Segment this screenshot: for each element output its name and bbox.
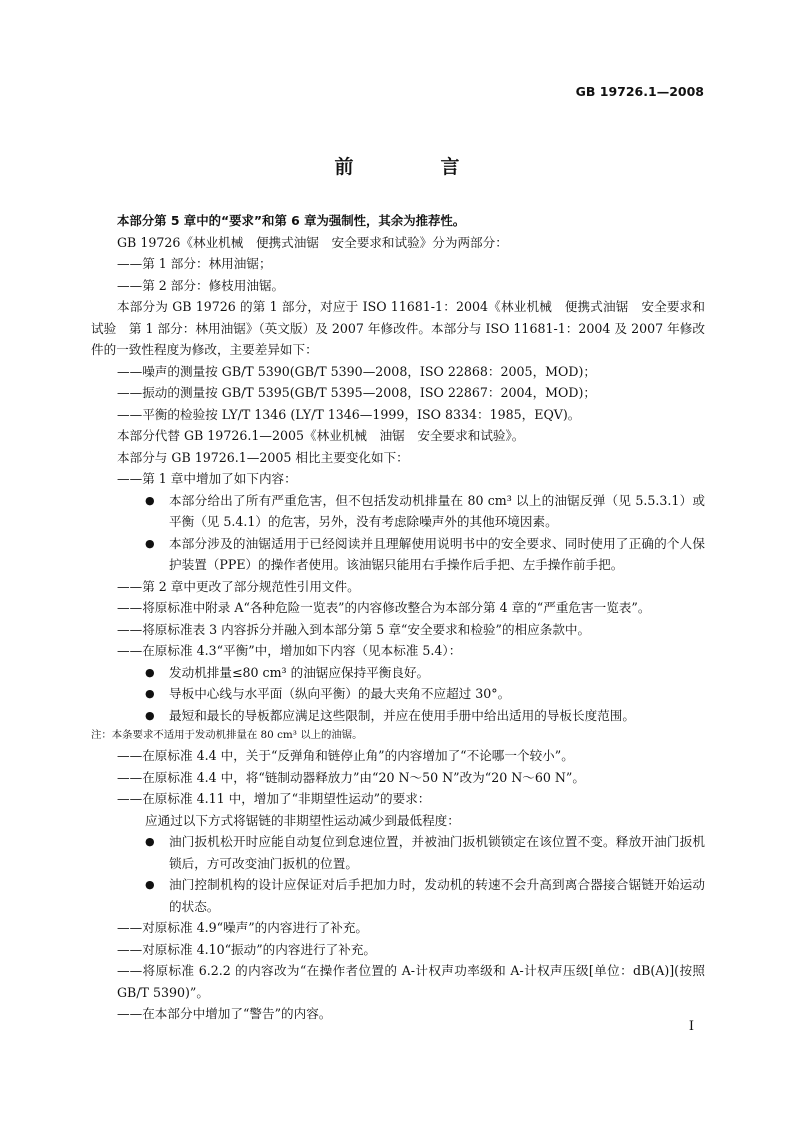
bullet-text: 油门扳机松开时应能自动复位到怠速位置，并被油门扳机锁锁定在该位置不变。释放开油门扳机锁后，方可改变油门扳机的位置。 (169, 834, 705, 871)
bullet-text: 发动机排量≤80 cm³ 的油锯应保持平衡良好。 (169, 664, 430, 680)
bullet-text: 导板中心线与水平面（纵向平衡）的最大夹角不应超过 30°。 (169, 686, 511, 701)
paragraph: 本部分为 GB 19726 的第 1 部分，对应于 ISO 11681-1：2004《林业机械 便携式油锯 安全要求和试验 第 1 部分：林用油锯》（英文版）及 2007 年修改件。本部分与 ISO 11681-1：2004 及 2007 年修改件的一致性程度为修改，主要差异如下： (91, 299, 705, 357)
list-item: ——在原标准 4.11 中，增加了“非期望性运动”的要求： (117, 791, 431, 806)
list-item: ——在本部分中增加了“警告”的内容。 (117, 1006, 332, 1021)
document-body (91, 210, 705, 1025)
paragraph: 应通过以下方式将锯链的非期望性运动减少到最低程度： (145, 812, 460, 828)
list-item: ——平衡的检验按 LY/T 1346 (LY/T 1346—1999，ISO 8334：1985，EQV)。 (117, 406, 581, 422)
list-item: ——将原标准 6.2.2 的内容改为“在操作者位置的 A-计权声功率级和 A-计权声压级[单位：dB(A)](按照 GB/T 5390)”。 (117, 963, 705, 1000)
list-item: ——在原标准 4.4 中，关于“反弹角和链停止角”的内容增加了“不论哪一个较小”。 (117, 748, 574, 763)
list-item: ——对原标准 4.10“振动”的内容进行了补充。 (117, 941, 377, 957)
page-title: 前 言 (334, 156, 494, 178)
note: 注：本条要求不适用于发动机排量在 80 cm³ 以上的油锯。 (91, 729, 363, 741)
bullet-icon: ● (145, 708, 155, 722)
bullet-item (91, 874, 705, 917)
list-item: ——将原标准表 3 内容拆分并融入到本部分第 5 章“安全要求和检验”的相应条款中。 (117, 621, 591, 637)
bullet-item (91, 533, 705, 576)
list-item: ——在原标准 4.3“平衡”中，增加如下内容（见本标准 5.4）： (117, 643, 462, 658)
bullet-icon: ● (145, 835, 155, 848)
bullet-text: 本部分给出了所有严重危害，但不包括发动机排量在 80 cm³ 以上的油锯反弹（见 5.5.3.1）或平衡（见 5.4.1）的危害，另外，没有考虑除噪声外的其他环境因素。 (169, 492, 705, 529)
bullet-icon: ● (145, 493, 155, 507)
standard-code: GB 19726.1—2008 (575, 84, 704, 99)
bullet-text: 最短和最长的导板都应满足这些限制，并应在使用手册中给出适用的导板长度范围。 (169, 707, 635, 723)
bullet-item (91, 490, 705, 533)
bullet-icon: ● (145, 687, 155, 700)
bullet-text: 油门控制机构的设计应保证对后手把加力时，发动机的转速不会升高到离合器接合锯链开始运动的状态。 (169, 877, 705, 914)
paragraph: GB 19726《林业机械 便携式油锯 安全要求和试验》分为两部分： (117, 234, 508, 250)
list-item: ——将原标准中附录 A“各种危险一览表”的内容修改整合为本部分第 4 章的“严重危害一览表”。 (117, 600, 651, 615)
list-item: ——第 2 章中更改了部分规范性引用文件。 (117, 578, 360, 594)
list-item: ——对原标准 4.9“噪声”的内容进行了补充。 (117, 920, 369, 935)
bullet-item (91, 705, 705, 727)
bullet-text: 本部分涉及的油锯适用于已经阅读并且理解使用说明书中的安全要求、同时使用了正确的个人保护装置（PPE）的操作者使用。该油锯只能用右手操作后手把、左手操作前手把。 (169, 535, 705, 572)
page-number: I (688, 1019, 694, 1034)
list-item: ——第 1 章中增加了如下内容： (117, 471, 297, 486)
list-item: ——第 2 部分：修枝用油锯。 (117, 277, 285, 293)
list-item: ——噪声的测量按 GB/T 5390(GB/T 5390—2008，ISO 22868：2005，MOD)； (117, 363, 596, 379)
bullet-icon: ● (145, 878, 155, 891)
paragraph: 本部分第 5 章中的“要求”和第 6 章为强制性，其余为推荐性。 (117, 213, 466, 228)
paragraph: 本部分与 GB 19726.1—2005 相比主要变化如下： (117, 449, 409, 465)
bullet-icon: ● (145, 536, 155, 550)
paragraph: 本部分代替 GB 19726.1—2005《林业机械 油锯 安全要求和试验》。 (117, 428, 525, 443)
list-item: ——在原标准 4.4 中，将“链制动器释放力”由“20 N～50 N”改为“20 N～60 N”。 (117, 769, 585, 785)
bullet-item (91, 683, 705, 705)
list-item: ——振动的测量按 GB/T 5395(GB/T 5395—2008，ISO 22867：2004，MOD)； (117, 385, 596, 400)
list-item: ——第 1 部分：林用油锯； (117, 256, 272, 271)
bullet-icon: ● (145, 665, 155, 679)
bullet-item (91, 662, 705, 684)
bullet-item (91, 831, 705, 874)
